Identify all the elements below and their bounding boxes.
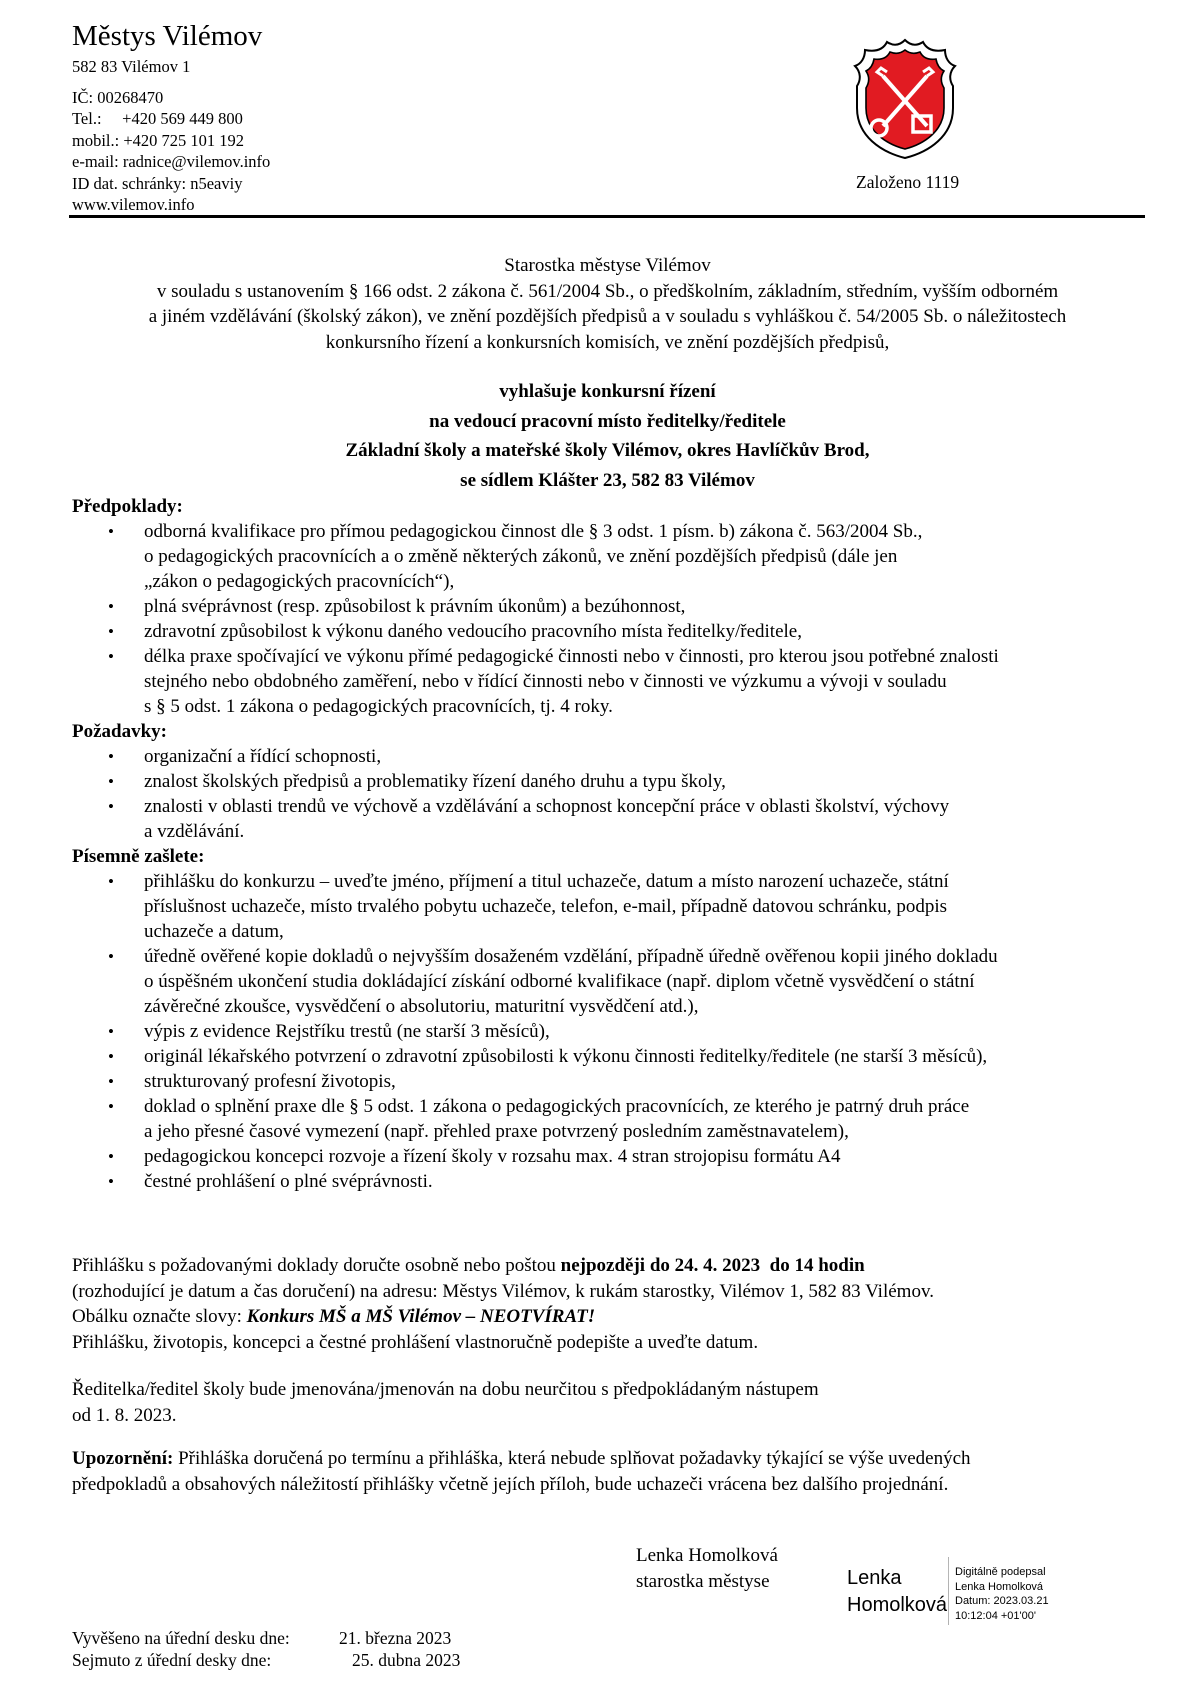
list-item-line: organizační a řídící schopnosti,	[144, 746, 382, 767]
list-item-line: uchazeče a datum,	[144, 921, 284, 942]
warning-label: Upozornění:	[72, 1448, 174, 1469]
section-heading-predpoklady: Předpoklady:	[72, 496, 183, 517]
list-item-line: odborná kvalifikace pro přímou pedagogickou činnost dle § 3 odst. 1 písm. b) zákona č. 563/2004 Sb.,	[144, 521, 923, 542]
signature-last-name: Homolková	[847, 1594, 948, 1616]
bullet-icon: •	[108, 1097, 114, 1116]
list-predpoklady	[72, 519, 1152, 719]
list-item-line: plná svéprávnost (resp. způsobilost k právním úkonům) a bezúhonnost,	[144, 596, 686, 617]
signatory	[636, 1543, 778, 1595]
envelope-label: Konkurs MŠ a MŠ Vilémov – NEOTVÍRAT!	[246, 1306, 596, 1327]
notice-dates	[72, 1627, 460, 1671]
list-item-line: o pedagogických pracovnících a o změně některých zákonů, ve znění pozdějších předpisů (dále jen	[144, 546, 898, 567]
list-item-line: znalost školských předpisů a problematiky řízení daného druhu a typu školy,	[144, 771, 726, 792]
announce-line: se sídlem Klášter 23, 582 83 Vilémov	[460, 469, 755, 491]
tel-line: Tel.: +420 569 449 800	[72, 109, 243, 128]
bullet-icon: •	[108, 1072, 114, 1091]
list-item-line: stejného nebo obdobného zaměření, nebo v řídící činnosti nebo v činnosti ve výzkumu a vývoji v souladu	[144, 671, 947, 692]
list-item	[72, 1044, 1152, 1069]
announcement-heading	[70, 377, 1145, 495]
announce-line: vyhlašuje konkursní řízení	[499, 381, 716, 402]
warning-line	[72, 1446, 1147, 1472]
list-item	[72, 519, 1152, 594]
bullet-icon: •	[108, 797, 114, 816]
contact-block	[72, 56, 270, 216]
digital-signature-info	[955, 1565, 1049, 1623]
announce-line: Základní školy a mateřské školy Vilémov, okres Havlíčkův Brod,	[345, 440, 870, 461]
intro-line: v souladu s ustanovením § 166 odst. 2 zákona č. 561/2004 Sb., o předškolním, základním, středním, vyšším odborném	[156, 280, 1059, 302]
appointment-line: Ředitelka/ředitel školy bude jmenována/jmenován na dobu neurčitou s předpokládaným nástupem	[72, 1379, 819, 1400]
deadline-paragraph	[72, 1253, 1147, 1355]
posted-label: Vyvěšeno na úřední desku dne:	[72, 1628, 290, 1648]
list-item-line: „zákon o pedagogických pracovnících“),	[144, 571, 455, 592]
bullet-icon: •	[108, 522, 114, 541]
list-item-line: strukturovaný profesní životopis,	[144, 1071, 396, 1092]
intro-line: Starostka městyse Vilémov	[504, 255, 711, 276]
bullet-icon: •	[108, 622, 114, 641]
intro-paragraph	[70, 253, 1145, 355]
list-item-line: doklad o splnění praxe dle § 5 odst. 1 zákona o pedagogických pracovnících, ze kterého je patrný druh práce	[144, 1096, 970, 1117]
removed-row	[72, 1649, 460, 1671]
email-line: e-mail: radnice@vilemov.info	[72, 152, 271, 171]
list-item	[72, 594, 1152, 619]
warning-line: předpokladů a obsahových náležitostí přihlášky včetně jejích příloh, bude uchazeči vrácena bez dalšího projednání.	[72, 1473, 949, 1495]
list-item	[72, 644, 1152, 719]
list-item	[72, 869, 1152, 944]
header-divider	[69, 215, 1145, 218]
deadline-date: nejpozději do 24. 4. 2023 do 14 hodin	[560, 1255, 865, 1276]
digital-sig-line: Digitálně podepsal	[955, 1566, 1046, 1578]
list-item	[72, 1144, 1152, 1169]
list-item-line: originál lékařského potvrzení o zdravotní způsobilosti k výkonu činnosti ředitelky/ředitele (ne starší 3 měsíců),	[144, 1046, 988, 1067]
warning-paragraph	[72, 1446, 1147, 1497]
web-line: www.vilemov.info	[72, 195, 195, 214]
announce-line: na vedoucí pracovní místo ředitelky/ředitele	[429, 410, 786, 432]
appointment-line: od 1. 8. 2023.	[72, 1404, 177, 1426]
list-item-line: pedagogickou koncepci rozvoje a řízení školy v rozsahu max. 4 stran strojopisu formátu A4	[144, 1146, 841, 1167]
removed-label: Sejmuto z úřední desky dne:	[72, 1650, 272, 1670]
bullet-icon: •	[108, 772, 114, 791]
envelope-text: Obálku označte slovy:	[72, 1306, 247, 1327]
digital-sig-line: Datum: 2023.03.21	[955, 1595, 1049, 1607]
requirements-body	[72, 494, 1152, 1194]
list-item	[72, 1094, 1152, 1144]
signature-divider	[948, 1557, 949, 1625]
signatory-name: Lenka Homolková	[636, 1545, 778, 1566]
list-item-line: závěrečné zkoušce, vysvědčení o absolutoriu, maturitní vysvědčení atd.),	[144, 996, 699, 1017]
section-heading-pisemne: Písemně zašlete:	[72, 846, 205, 867]
list-pozadavky	[72, 744, 1152, 844]
list-item	[72, 769, 1152, 794]
deadline-line: (rozhodující je datum a čas doručení) na adresu: Městys Vilémov, k rukám starostky, Vilémov 1, 582 83 Vilémov.	[72, 1280, 934, 1302]
digital-signature-name	[847, 1565, 947, 1619]
warning-text: Přihláška doručená po termínu a přihláška, která nebude splňovat požadavky týkající se výše uvedených	[173, 1448, 971, 1469]
intro-line: a jiném vzdělávání (školský zákon), ve znění pozdějších předpisů a v souladu s vyhláškou č. 54/2005 Sb. o náležitostech	[148, 306, 1067, 327]
section-heading-pozadavky: Požadavky:	[72, 721, 167, 742]
list-item-line: znalosti v oblasti trendů ve výchově a vzdělávání a schopnost koncepční práce v oblasti školství, výchovy	[144, 796, 950, 817]
list-item-line: o úspěšném ukončení studia dokládající získání odborné kvalifikace (např. diplom včetně vysvědčení o státní	[144, 971, 975, 992]
founded-year: Založeno 1119	[856, 172, 960, 192]
bullet-icon: •	[108, 647, 114, 666]
digital-sig-line: 10:12:04 +01'00'	[955, 1609, 1036, 1622]
list-item-line: a jeho přesné časové vymezení (např. přehled praxe potvrzený posledním zaměstnavatelem),	[144, 1121, 849, 1142]
posted-row	[72, 1627, 460, 1649]
bullet-icon: •	[108, 872, 114, 891]
coat-of-arms-icon	[853, 36, 957, 160]
list-item-line: a vzdělávání.	[144, 821, 245, 842]
list-pisemne	[72, 869, 1152, 1194]
deadline-line: Přihlášku, životopis, koncepci a čestné prohlášení vlastnoručně podepište a uveďte datum.	[72, 1331, 759, 1353]
bullet-icon: •	[108, 747, 114, 766]
deadline-line	[72, 1253, 1147, 1279]
intro-line: konkursního řízení a konkursních komisích, ve znění pozdějších předpisů,	[325, 331, 890, 353]
bullet-icon: •	[108, 1022, 114, 1041]
removed-date: 25. dubna 2023	[352, 1650, 461, 1670]
municipality-name: Městys Vilémov	[72, 20, 263, 52]
signature-first-name: Lenka	[847, 1567, 902, 1589]
bullet-icon: •	[108, 597, 114, 616]
list-item-line: délka praxe spočívající ve výkonu přímé pedagogické činnosti nebo v činnosti, pro kterou jsou potřebné znalosti	[144, 646, 999, 667]
list-item	[72, 1069, 1152, 1094]
list-item	[72, 1019, 1152, 1044]
bullet-icon: •	[108, 947, 114, 966]
list-item-line: příslušnost uchazeče, místo trvalého pobytu uchazeče, telefon, e-mail, případně datovou schránku, podpis	[144, 896, 948, 917]
list-item	[72, 744, 1152, 769]
list-item	[72, 1169, 1152, 1194]
list-item-line: s § 5 odst. 1 zákona o pedagogických pracovnících, tj. 4 roky.	[144, 696, 613, 717]
list-item-line: čestné prohlášení o plné svéprávnosti.	[144, 1171, 433, 1192]
list-item	[72, 794, 1152, 844]
mobil-line: mobil.: +420 725 101 192	[72, 130, 245, 150]
list-item-line: výpis z evidence Rejstříku trestů (ne starší 3 měsíců),	[144, 1021, 550, 1042]
list-item-line: úředně ověřené kopie dokladů o nejvyšším dosaženém vzdělání, případně úředně ověřenou kopii jiného dokladu	[144, 946, 998, 967]
bullet-icon: •	[108, 1047, 114, 1066]
ico-line: IČ: 00268470	[72, 87, 164, 107]
posted-date: 21. března 2023	[339, 1628, 452, 1648]
deadline-text: Přihlášku s požadovanými doklady doručte osobně nebo poštou	[72, 1255, 561, 1276]
bullet-icon: •	[108, 1147, 114, 1166]
list-item	[72, 619, 1152, 644]
appointment-paragraph	[72, 1377, 1147, 1428]
signatory-role: starostka městyse	[636, 1571, 770, 1592]
list-item	[72, 944, 1152, 1019]
bullet-icon: •	[108, 1172, 114, 1191]
datbox-line: ID dat. schránky: n5eaviy	[72, 173, 243, 193]
deadline-line	[72, 1304, 1147, 1330]
list-item-line: zdravotní způsobilost k výkonu daného vedoucího pracovního místa ředitelky/ředitele,	[144, 621, 802, 642]
address-line: 582 83 Vilémov 1	[72, 57, 191, 76]
digital-sig-line: Lenka Homolková	[955, 1580, 1044, 1593]
list-item-line: přihlášku do konkurzu – uveďte jméno, příjmení a titul uchazeče, datum a místo narození uchazeče, státní	[144, 871, 949, 892]
